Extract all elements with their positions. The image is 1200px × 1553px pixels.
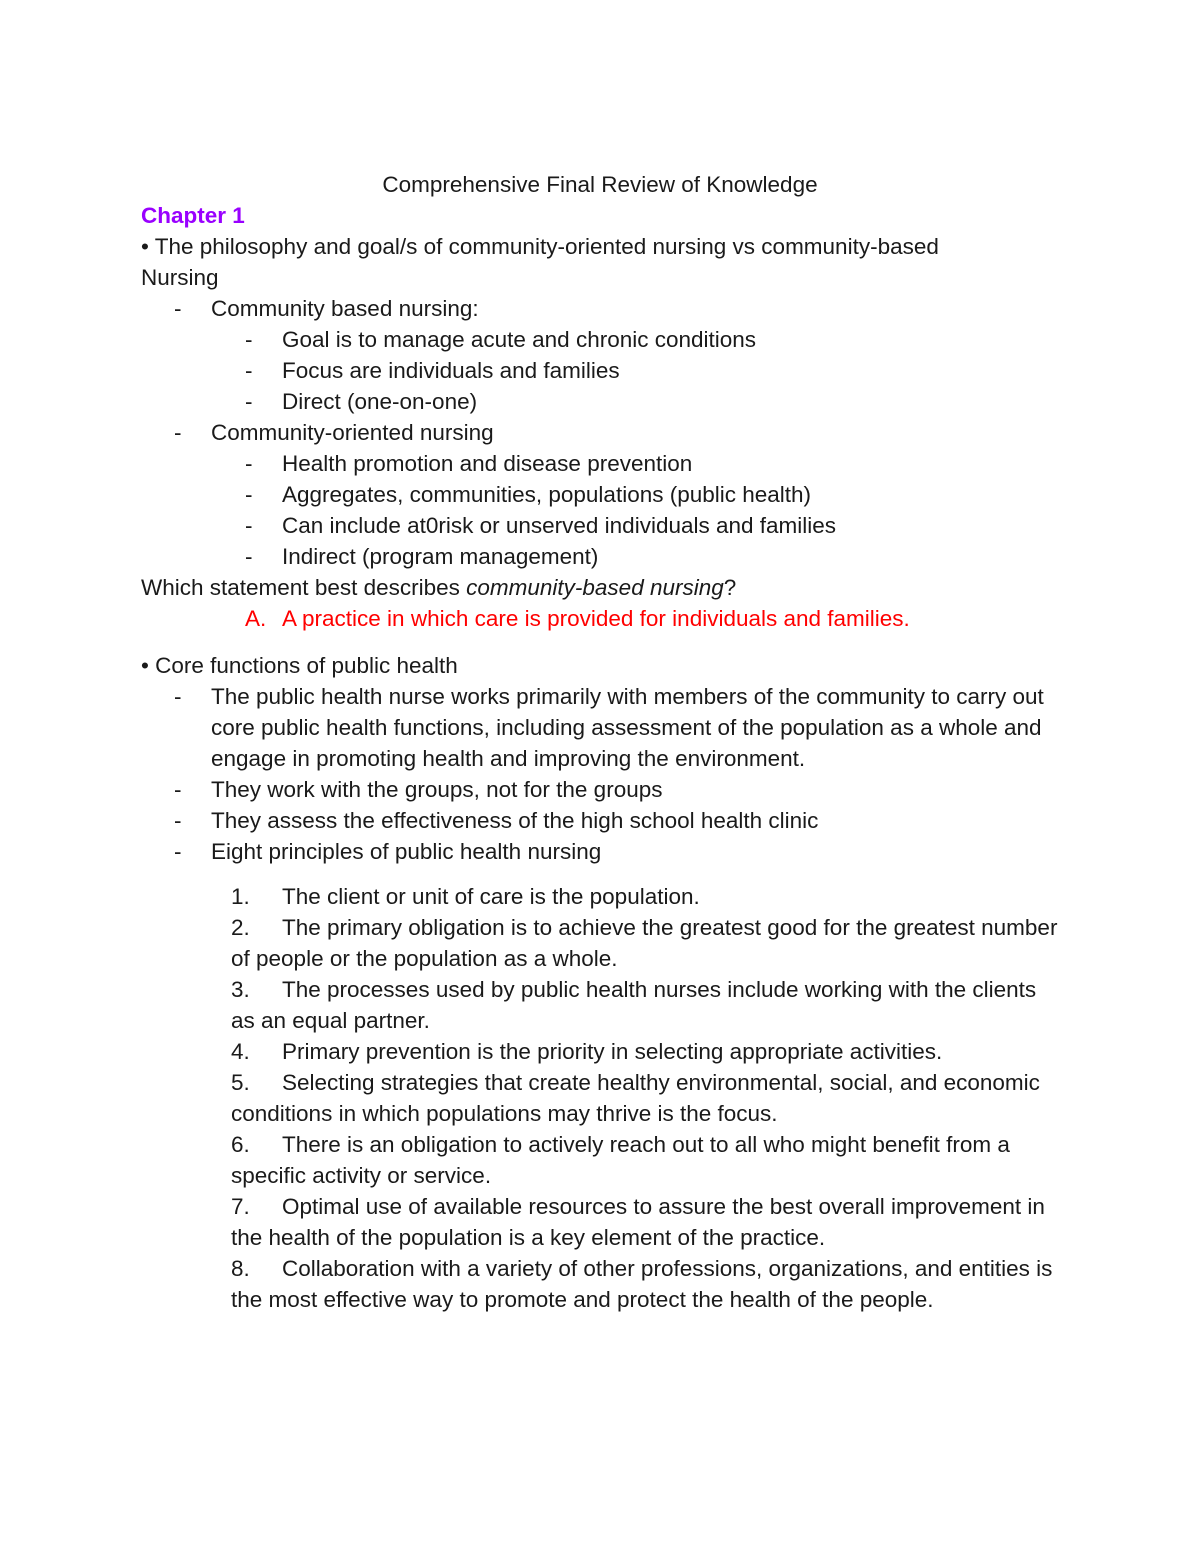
- bullet-philosophy: • The philosophy and goal/s of community-oriented nursing vs community-based: [141, 234, 939, 259]
- principle-number: 5.: [231, 1070, 250, 1095]
- principle-item: [231, 1067, 1061, 1129]
- principle-text: Primary prevention is the priority in selecting appropriate activities.: [282, 1039, 943, 1064]
- principle-number: 4.: [231, 1039, 250, 1064]
- list-item: Indirect (program management): [282, 544, 599, 569]
- principle-text: Collaboration with a variety of other professions, organizations, and entities is the most effective way to promote and protect the health of the people.: [231, 1256, 1053, 1312]
- question-prefix: Which statement best describes: [141, 575, 467, 600]
- list-item: The public health nurse works primarily with members of the community to carry out core public health functions, including assessment of the population as a whole and engage in promoting health and improving the environment.: [211, 684, 1044, 771]
- principle-text: Selecting strategies that create healthy environmental, social, and economic conditions in which populations may thrive is the focus.: [231, 1070, 1040, 1126]
- principle-number: 3.: [231, 977, 250, 1002]
- question-italic: community-based nursing: [466, 575, 724, 600]
- dash-marker: -: [245, 451, 253, 476]
- list-item: Can include at0risk or unserved individuals and families: [282, 513, 837, 538]
- principle-text: There is an obligation to actively reach out to all who might benefit from a specific activity or service.: [231, 1132, 1010, 1188]
- question-suffix: ?: [723, 575, 737, 600]
- principle-item: [231, 881, 1061, 912]
- principle-item: [231, 1191, 1061, 1253]
- principle-number: 6.: [231, 1132, 250, 1157]
- principle-number: 7.: [231, 1194, 250, 1219]
- bullet-core-functions: • Core functions of public health: [141, 653, 458, 678]
- principle-text: The client or unit of care is the population.: [282, 884, 700, 909]
- dash-marker: -: [174, 777, 182, 802]
- dash-marker: -: [245, 389, 253, 414]
- bullet-philosophy-continued: Nursing: [141, 265, 219, 290]
- list-item: Aggregates, communities, populations (public health): [282, 482, 812, 507]
- principle-text: Optimal use of available resources to assure the best overall improvement in the health of the population is a key element of the practice.: [231, 1194, 1045, 1250]
- principle-number: 1.: [231, 884, 250, 909]
- list-item: Health promotion and disease prevention: [282, 451, 693, 476]
- list-item: Goal is to manage acute and chronic conditions: [282, 327, 757, 352]
- document-title: Comprehensive Final Review of Knowledge: [382, 172, 818, 197]
- dash-marker: -: [245, 544, 253, 569]
- dash-marker: -: [174, 839, 182, 864]
- dash-marker: -: [174, 420, 182, 445]
- answer-letter: A.: [245, 606, 267, 631]
- principle-item: [231, 974, 1061, 1036]
- principle-item: [231, 1129, 1061, 1191]
- principle-text: The processes used by public health nurses include working with the clients as an equal partner.: [231, 977, 1037, 1033]
- dash-marker: -: [245, 513, 253, 538]
- list-item: Focus are individuals and families: [282, 358, 620, 383]
- dash-marker: -: [174, 808, 182, 833]
- principle-number: 8.: [231, 1256, 250, 1281]
- question-text: [141, 572, 736, 603]
- principle-number: 2.: [231, 915, 250, 940]
- list-item: Eight principles of public health nursing: [211, 839, 602, 864]
- list-item: They assess the effectiveness of the high school health clinic: [211, 808, 819, 833]
- con-label: Community-oriented nursing: [211, 420, 494, 445]
- principle-item: [231, 1253, 1061, 1315]
- dash-marker: -: [245, 358, 253, 383]
- principle-item: [231, 1036, 1061, 1067]
- cbn-label: Community based nursing:: [211, 296, 479, 321]
- chapter-heading: Chapter 1: [141, 203, 245, 228]
- dash-marker: -: [174, 296, 182, 321]
- list-item: They work with the groups, not for the groups: [211, 777, 663, 802]
- dash-marker: -: [174, 684, 182, 709]
- answer-text: A practice in which care is provided for individuals and families.: [282, 606, 910, 631]
- list-item: Direct (one-on-one): [282, 389, 478, 414]
- principle-text: The primary obligation is to achieve the greatest good for the greatest number of people or the population as a whole.: [231, 915, 1058, 971]
- dash-marker: -: [245, 482, 253, 507]
- dash-marker: -: [245, 327, 253, 352]
- principle-item: [231, 912, 1061, 974]
